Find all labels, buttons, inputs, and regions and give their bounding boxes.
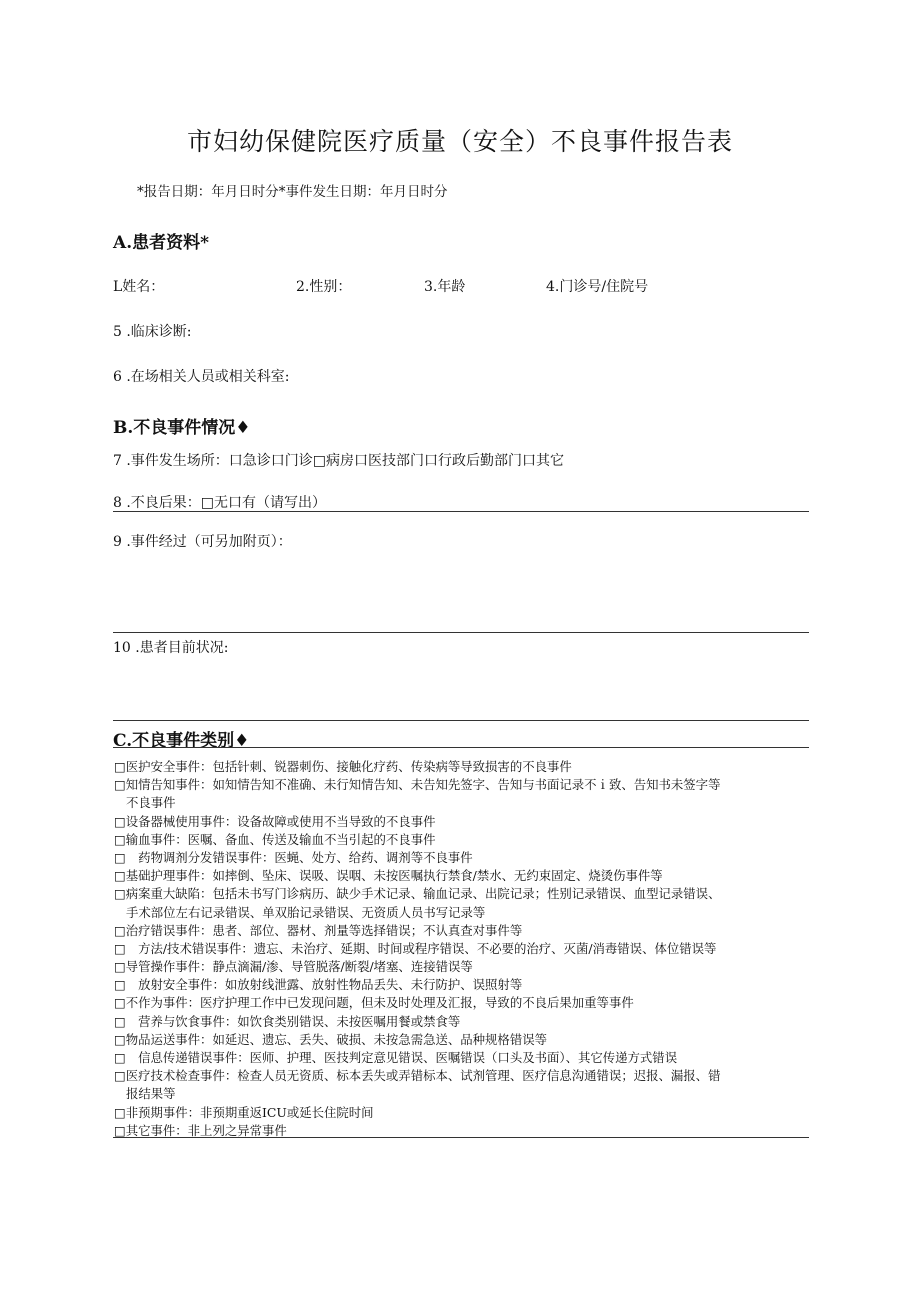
category-item-informed-consent[interactable]: □知情告知事件：如知情告知不准确、未行知情告知、未告知先签字、告知与书面记录不ｉ致、告知书未签字等 bbox=[114, 777, 721, 793]
category-item-other[interactable]: □其它事件：非上列之异常事件 bbox=[114, 1122, 287, 1138]
related-staff-field[interactable]: 6 .在场相关人员或相关科室: bbox=[113, 369, 290, 385]
category-item-transport[interactable]: □物品运送事件：如延迟、遗忘、丢失、破损、未按急需急送、品种规格错误等 bbox=[114, 1031, 547, 1047]
category-item-basic-nursing[interactable]: □基础护理事件：如摔倒、坠床、误吸、误咽、未按医嘱执行禁食/禁水、无约束固定、烧烫伤事件等 bbox=[114, 868, 663, 884]
patient-age-field[interactable]: 3.年龄 bbox=[424, 279, 466, 295]
divider bbox=[113, 1137, 809, 1138]
patient-name-field[interactable]: L姓名： bbox=[113, 279, 165, 295]
category-item-continuation: 不良事件 bbox=[126, 795, 176, 811]
section-a-heading: A.患者资料* bbox=[113, 233, 209, 253]
divider bbox=[113, 632, 809, 633]
report-dates-line: *报告日期：年月日时分*事件发生日期：年月日时分 bbox=[137, 184, 448, 200]
category-item-equipment[interactable]: □设备器械使用事件：设备故障或使用不当导致的不良事件 bbox=[114, 813, 436, 829]
page-title: 市妇幼保健院医疗质量（安全）不良事件报告表 bbox=[186, 127, 733, 156]
divider bbox=[113, 747, 809, 748]
category-item-catheter[interactable]: □导管操作事件：静点滴漏/渗、导管脱落/断裂/堵塞、连接错误等 bbox=[114, 959, 473, 975]
event-location-options[interactable]: 7 .事件发生场所：口急诊口门诊□病房口医技部门口行政后勤部门口其它 bbox=[113, 453, 565, 469]
category-item-treatment[interactable]: □治疗错误事件：患者、部位、器材、剂量等选择错误；不认真查对事件等 bbox=[114, 922, 523, 938]
category-item-continuation: 手术部位左右记录错误、单双胎记录错误、无资质人员书写记录等 bbox=[126, 904, 486, 920]
category-item-medical-safety[interactable]: □医护安全事件：包括针刺、锐器刺伤、接触化疗药、传染病等导致损害的不良事件 bbox=[114, 759, 572, 774]
category-item-nutrition[interactable]: □ 营养与饮食事件：如饮食类别错误、未按医嘱用餐或禁食等 bbox=[114, 1013, 461, 1029]
divider bbox=[113, 511, 809, 512]
patient-status-field[interactable]: 10 .患者目前状况: bbox=[113, 640, 229, 656]
category-item-unexpected[interactable]: □非预期事件：非预期重返ICU或延长住院时间 bbox=[114, 1104, 374, 1120]
divider bbox=[113, 720, 809, 721]
category-item-continuation: 报结果等 bbox=[126, 1086, 176, 1102]
category-item-medical-record[interactable]: □病案重大缺陷：包括未书写门诊病历、缺少手术记录、输血记录、出院记录；性别记录错误、血型记录错误、 bbox=[114, 886, 721, 902]
patient-gender-field[interactable]: 2.性别： bbox=[296, 279, 352, 295]
section-b-heading: B.不良事件情况♦ bbox=[113, 418, 251, 438]
category-item-transfusion[interactable]: □输血事件：医嘱、备血、传送及输血不当引起的不良事件 bbox=[114, 831, 436, 847]
category-item-radiation[interactable]: □ 放射安全事件：如放射线泄露、放射性物品丢失、未行防护、误照射等 bbox=[114, 977, 523, 993]
clinical-diagnosis-field[interactable]: 5 .临床诊断: bbox=[113, 324, 192, 340]
event-process-field[interactable]: 9 .事件经过（可另加附页）： bbox=[113, 534, 292, 550]
category-item-method-technique[interactable]: □ 方法/技术错误事件：遗忘、未治疗、延期、时间或程序错误、不必要的治疗、灭菌/消毒错误、体位错误等 bbox=[114, 940, 717, 956]
section-c-heading: C.不良事件类别♦ bbox=[113, 731, 250, 751]
event-category-list bbox=[114, 758, 804, 1140]
category-item-communication[interactable]: □ 信息传递错误事件：医师、护理、医技判定意见错误、医嘱错误（口头及书面）、其它传递方式错误 bbox=[114, 1050, 678, 1065]
category-item-medication[interactable]: □ 药物调剂分发错误事件：医蝇、处方、给药、调剂等不良事件 bbox=[114, 849, 473, 865]
record-number-field[interactable]: 4.门诊号/住院号 bbox=[546, 279, 649, 295]
category-item-inaction[interactable]: □不作为事件：医疗护理工作中已发现问题，但未及时处理及汇报，导致的不良后果加重等事件 bbox=[114, 995, 634, 1011]
adverse-outcome-options[interactable]: 8 .不良后果：□无口有（请写出） bbox=[113, 495, 327, 511]
category-item-medical-examination[interactable]: □医疗技术检查事件：检查人员无资质、标本丢失或弄错标本、试剂管理、医疗信息沟通错误；迟报、漏报、错 bbox=[114, 1068, 721, 1084]
